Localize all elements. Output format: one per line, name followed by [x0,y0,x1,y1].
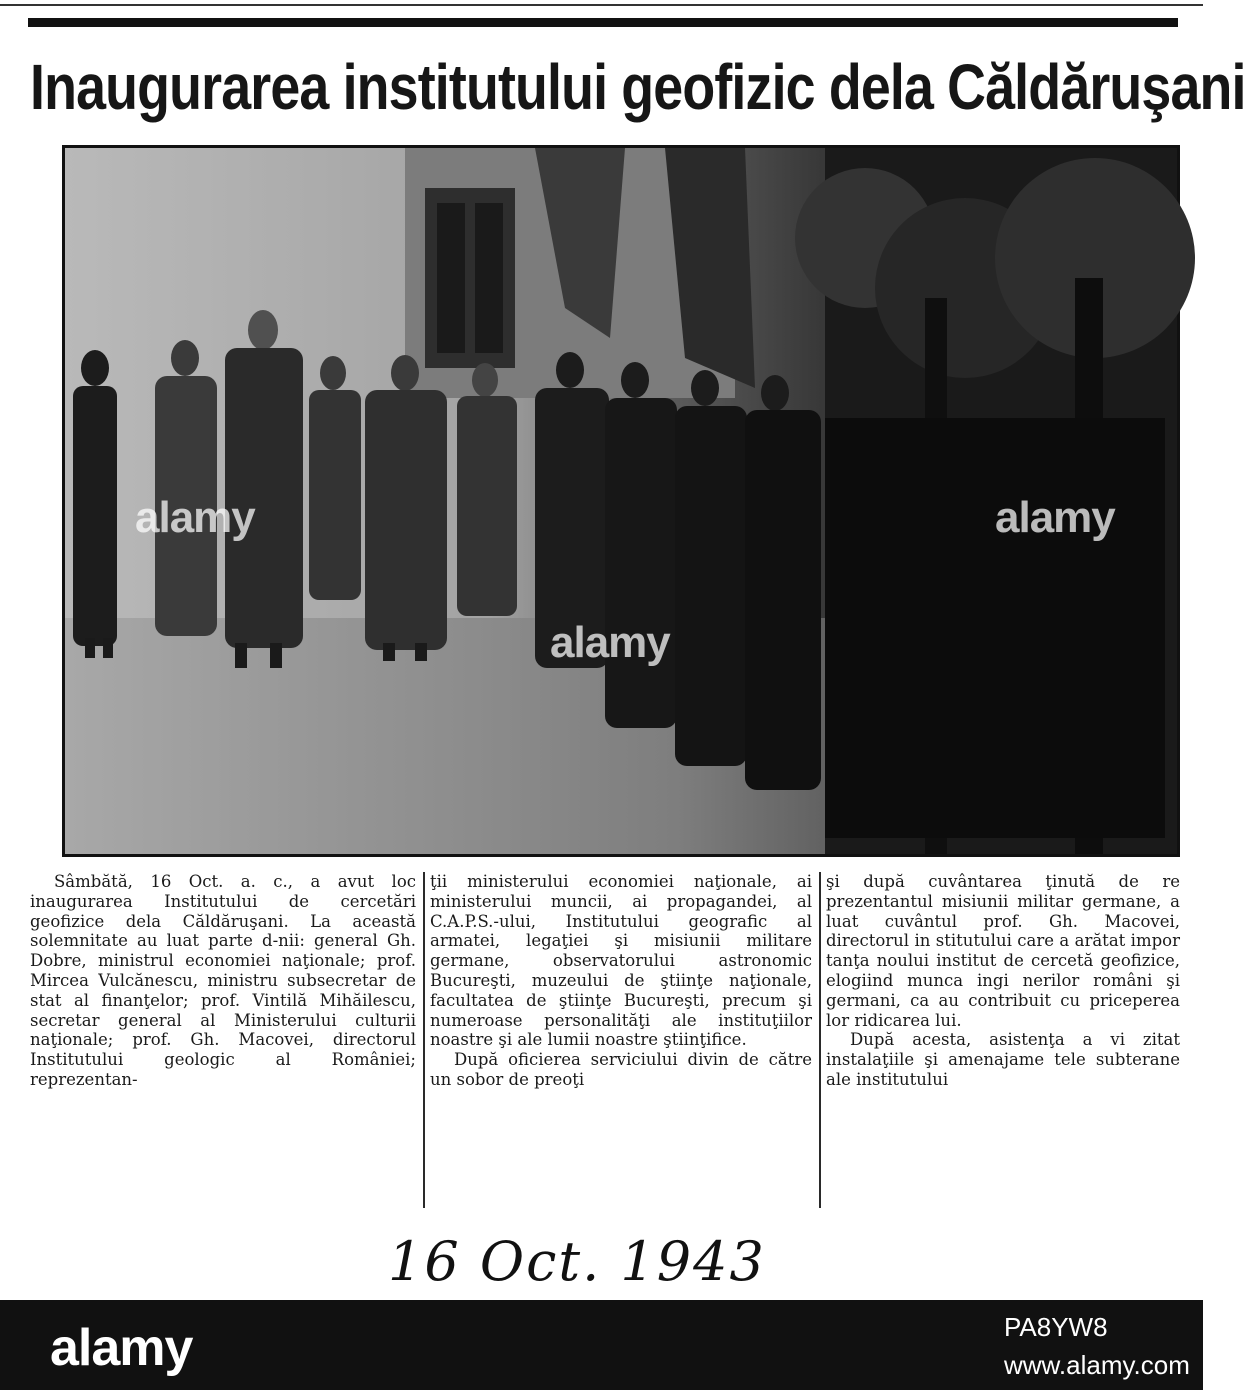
paragraph: şi după cuvântarea ţinută de re prezentantul misiunii militar germane, a luat cuvântul prof. Gh. Macovei, directorul in stitutului care a arătat impor tanţa noului institut de cercetă geofizice, elogiind munca ingi nerilor români şi germani, ca au contribuit cu priceperea lor ridicarea lui. [826,872,1180,1030]
paragraph: După oficierea serviciului divin de către un sobor de preoţi [430,1050,812,1089]
article-column-1 [30,872,416,1212]
watermark: alamy [135,493,255,542]
watermark: alamy [995,493,1115,542]
watermark: alamy [550,618,670,667]
paragraph: ţii ministerului economiei naţionale, ai ministerului muncii, ai propagandei, al C.A.P.S.-ului, Institutului geografic al armatei, legaţiei şi misiunii militare germane, observatorului astronomic Bucureşti, muzeului de ştiinţe naţionale, facultatea de ştiinţe Bucureşti, precum şi numeroase personalităţi ale instituţiilor noastre şi ale lumii noastre ştiinţifice. [430,872,812,1050]
headline: Inaugurarea institutului geofizic dela Căldăruşani [30,51,1246,123]
stock-footer-bar [0,1300,1203,1390]
article-body [30,872,1180,1212]
footer-url[interactable]: www.alamy.com [1004,1350,1190,1380]
top-heavy-rule [28,18,1178,27]
column-divider [819,872,821,1208]
article-column-2 [430,872,812,1212]
news-photo [62,145,1180,857]
photo-window-pane [437,203,465,353]
photo-window-pane [475,203,503,353]
image-id: PA8YW8 [1004,1312,1108,1342]
alamy-logo: alamy [50,1319,193,1377]
handwritten-date: 16 Oct. 1943 [388,1230,766,1293]
column-divider [423,872,425,1208]
paragraph: Sâmbătă, 16 Oct. a. c., a avut loc inaugurarea Institutului de cercetări geofizice dela Căldăruşani. La această solemnitate au luat parte d-nii: general Gh. Dobre, ministrul economiei naţionale; prof. Mircea Vulcănescu, ministru subsecretar de stat al finanţelor; prof. Vintilă Mihăilescu, secretar general al Ministerului culturii naţionale; prof. Gh. Macovei, directorul Institutului geologic al României; reprezentan- [30,872,416,1089]
top-thin-rule [0,4,1203,6]
paragraph: După acesta, asistenţa a vi zitat instalaţiile şi amenajame tele subterane ale institutului [826,1030,1180,1089]
article-column-3 [826,872,1180,1212]
